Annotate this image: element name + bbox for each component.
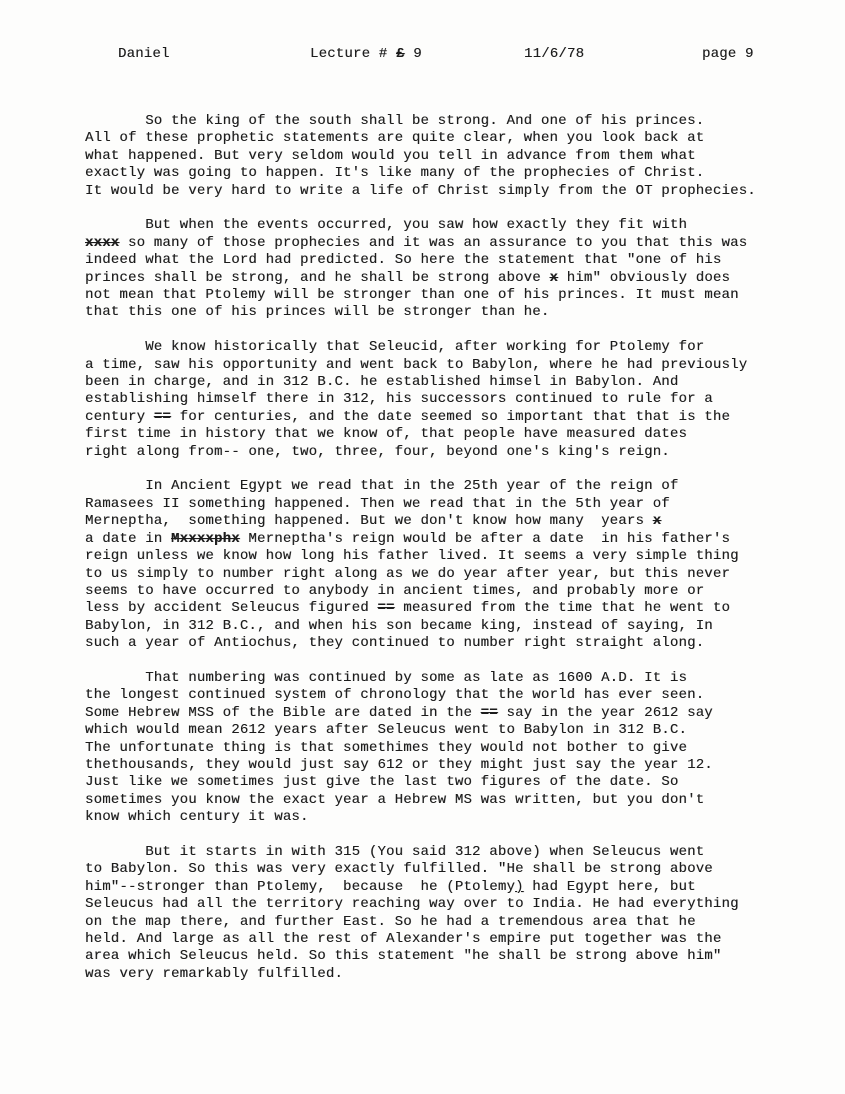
text-line: So the king of the south shall be strong. And one of his princes. <box>85 113 705 129</box>
overstrike-text: x <box>652 513 662 530</box>
text-line: to us simply to number right along as we do year after year, but this never <box>85 565 731 582</box>
text-line: century == for centuries, and the date seemed so important that that is the <box>85 408 731 425</box>
text-line: the longest continued system of chronology that the world has ever seen. <box>85 687 705 704</box>
overstrike-text: Mxxxxphx <box>171 530 240 547</box>
header-course-title: Daniel <box>118 46 170 62</box>
text-line: been in charge, and in 312 B.C. he established himsel in Babylon. And <box>85 374 679 391</box>
text-line: which would mean 2612 years after Seleucus went to Babylon in 312 B.C. <box>85 722 688 739</box>
text-line: that this one of his princes will be stronger than he. <box>85 304 550 321</box>
text-line: was very remarkably fulfilled. <box>85 965 344 982</box>
paragraph <box>85 844 785 983</box>
text-line: establishing himself there in 312, his successors continued to rule for a <box>85 391 713 408</box>
text-line: area which Seleucus held. So this statement "he shall be strong above him" <box>85 948 722 965</box>
overstrike-text: == <box>480 704 498 721</box>
paragraph <box>85 670 785 827</box>
paragraph <box>85 339 785 461</box>
text-line: a date in Mxxxxphx Merneptha's reign would be after a date in his father's <box>85 530 731 547</box>
text-line: Just like we sometimes just give the last two figures of the date. So <box>85 774 679 791</box>
text-line: But when the events occurred, you saw how exactly they fit with <box>85 217 688 234</box>
paragraph <box>85 478 785 652</box>
underlined-text: ) <box>515 878 524 895</box>
text-line: what happened. But very seldom would you tell in advance from them what <box>85 147 696 164</box>
text-line: Some Hebrew MSS of the Bible are dated in the == say in the year 2612 say <box>85 704 713 721</box>
text-line: We know historically that Seleucid, after working for Ptolemy for <box>85 339 705 356</box>
text-line: Ramasees II something happened. Then we read that in the 5th year of <box>85 495 670 512</box>
overstrike-text: x <box>549 269 559 286</box>
text-line: That numbering was continued by some as late as 1600 A.D. It is <box>85 669 688 686</box>
text-line: Babylon, in 312 B.C., and when his son became king, instead of saying, In <box>85 617 713 634</box>
text-line: know which century it was. <box>85 809 309 826</box>
text-line: But it starts in with 315 (You said 312 above) when Seleucus went <box>85 843 705 860</box>
paragraph <box>85 217 785 321</box>
text-line: The unfortunate thing is that somethimes they would not bother to give <box>85 739 688 756</box>
paragraph <box>85 113 785 200</box>
text-line: xxxx so many of those prophecies and it was an assurance to you that this was <box>85 234 748 251</box>
overstrike-text: £ <box>396 46 405 62</box>
text-line: In Ancient Egypt we read that in the 25th year of the reign of <box>85 478 679 495</box>
overstrike-text: xxxx <box>85 234 120 251</box>
text-line: first time in history that we know of, that people have measured dates <box>85 426 688 443</box>
text-line: held. And large as all the rest of Alexander's empire put together was the <box>85 931 722 948</box>
header-date: 11/6/78 <box>524 46 585 62</box>
text-line: on the map there, and further East. So he had a tremendous area that he <box>85 913 696 930</box>
page-header <box>0 46 845 66</box>
text-line: seems to have occurred to anybody in ancient times, and probably more or <box>85 582 705 599</box>
text-line: Seleucus had all the territory reaching way over to India. He had everything <box>85 896 739 913</box>
text-line: All of these prophetic statements are quite clear, when you look back at <box>85 130 705 147</box>
header-page-number: page 9 <box>702 46 754 62</box>
text-line: less by accident Seleucus figured == measured from the time that he went to <box>85 600 731 617</box>
text-line: him"--stronger than Ptolemy, because he (Ptolemy) had Egypt here, but <box>85 878 696 895</box>
overstrike-text: == <box>377 600 395 617</box>
text-line: sometimes you know the exact year a Hebrew MS was written, but you don't <box>85 791 705 808</box>
text-line: not mean that Ptolemy will be stronger than one of his princes. It must mean <box>85 287 739 304</box>
text-line: such a year of Antiochus, they continued to number right straight along. <box>85 635 705 652</box>
text-line: reign unless we know how long his father lived. It seems a very simple thing <box>85 548 739 565</box>
text-line: indeed what the Lord had predicted. So here the statement that "one of his <box>85 252 722 269</box>
header-lecture-number: Lecture # £ 9 <box>310 46 422 62</box>
text-line: a time, saw his opportunity and went back to Babylon, where he had previously <box>85 356 748 373</box>
overstrike-text: == <box>153 408 172 425</box>
text-line: right along from-- one, two, three, four, beyond one's king's reign. <box>85 443 670 460</box>
document-body <box>85 113 785 983</box>
text-line: princes shall be strong, and he shall be strong above x him" obviously does <box>85 269 731 286</box>
text-line: thethousands, they would just say 612 or they might just say the year 12. <box>85 756 713 773</box>
text-line: exactly was going to happen. It's like many of the prophecies of Christ. <box>85 165 705 182</box>
text-line: to Babylon. So this was very exactly fulfilled. "He shall be strong above <box>85 861 713 878</box>
text-line: It would be very hard to write a life of Christ simply from the OT prophecies. <box>85 182 756 199</box>
text-line: Merneptha, something happened. But we don't know how many years x <box>85 513 662 530</box>
